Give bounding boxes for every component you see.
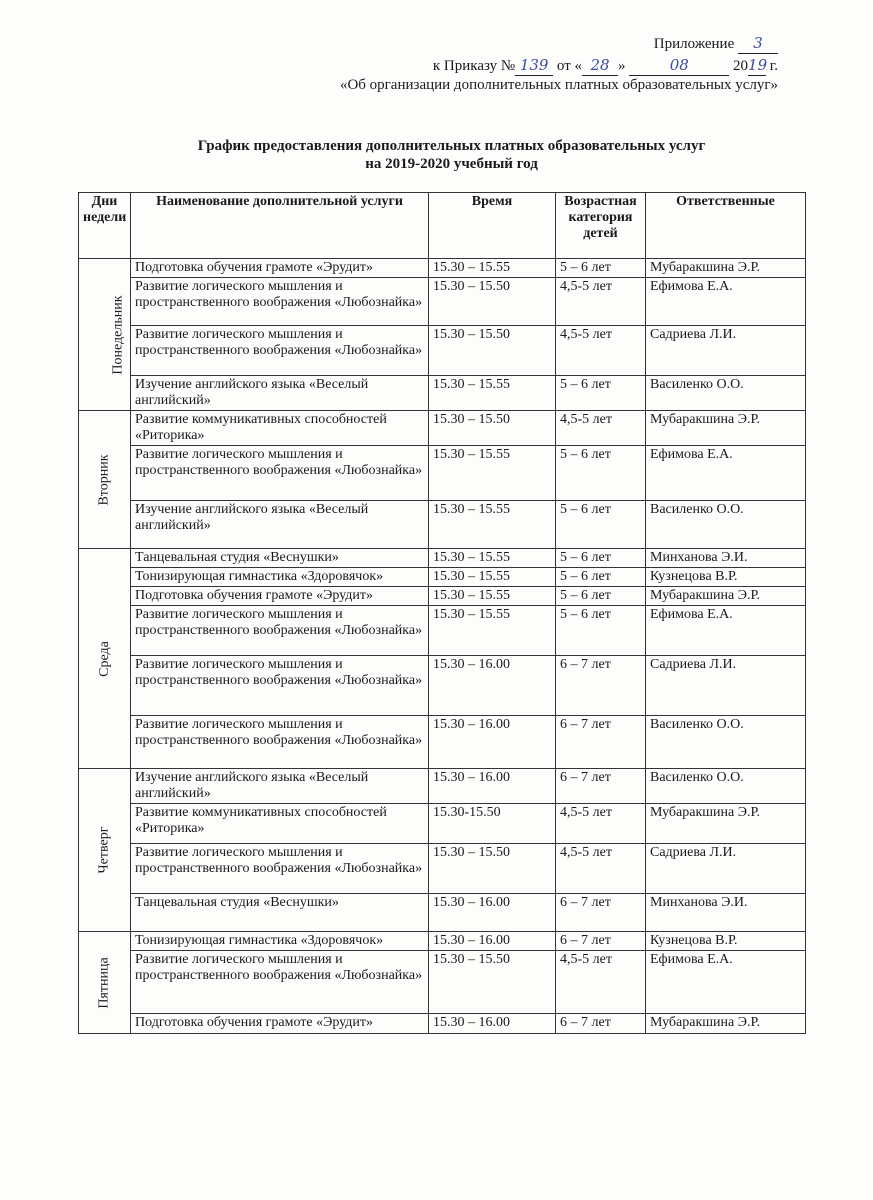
- table-row: [79, 804, 806, 844]
- table-row: [79, 769, 806, 804]
- order-title: «Об организации дополнительных платных образовательных услуг»: [339, 77, 778, 93]
- time-cell: 15.30 – 15.50: [429, 326, 556, 376]
- day-label: Пятница: [96, 956, 112, 1009]
- service-cell: Развитие логического мышления и пространственного воображения «Любознайка»: [131, 446, 429, 501]
- service-cell: Развитие логического мышления и пространственного воображения «Любознайка»: [131, 951, 429, 1014]
- order-month: 08: [629, 55, 729, 76]
- responsible-cell: Василенко О.О.: [646, 376, 806, 411]
- responsible-cell: Кузнецова В.Р.: [646, 568, 806, 587]
- service-cell: Развитие логического мышления и пространственного воображения «Любознайка»: [131, 716, 429, 769]
- responsible-cell: Ефимова Е.А.: [646, 446, 806, 501]
- time-cell: 15.30 – 16.00: [429, 716, 556, 769]
- table-row: [79, 587, 806, 606]
- day-cell: [79, 932, 131, 1034]
- table-row: [79, 259, 806, 278]
- col-days: Дни недели: [79, 193, 131, 259]
- age-cell: 4,5-5 лет: [556, 844, 646, 894]
- title-line-1: График предоставления дополнительных платных образовательных услуг: [197, 138, 706, 154]
- schedule-table: [78, 192, 806, 1034]
- service-cell: Развитие коммуникативных способностей «Риторика»: [131, 411, 429, 446]
- service-cell: Развитие логического мышления и пространственного воображения «Любознайка»: [131, 606, 429, 656]
- responsible-cell: Василенко О.О.: [646, 501, 806, 549]
- table-header: [79, 193, 806, 259]
- year-prefix: 20: [733, 58, 749, 74]
- age-cell: 6 – 7 лет: [556, 1014, 646, 1034]
- col-age: Возрастная категория детей: [556, 193, 646, 259]
- age-cell: 4,5-5 лет: [556, 326, 646, 376]
- table-row: [79, 656, 806, 716]
- table-row: [79, 844, 806, 894]
- responsible-cell: Минханова Э.И.: [646, 894, 806, 932]
- time-cell: 15.30 – 16.00: [429, 1014, 556, 1034]
- age-cell: 6 – 7 лет: [556, 656, 646, 716]
- age-cell: 5 – 6 лет: [556, 568, 646, 587]
- responsible-cell: Ефимова Е.А.: [646, 278, 806, 326]
- service-cell: Танцевальная студия «Веснушки»: [131, 549, 429, 568]
- service-cell: Танцевальная студия «Веснушки»: [131, 894, 429, 932]
- responsible-cell: Ефимова Е.А.: [646, 606, 806, 656]
- time-cell: 15.30 – 16.00: [429, 656, 556, 716]
- responsible-cell: Мубаракшина Э.Р.: [646, 804, 806, 844]
- age-cell: 6 – 7 лет: [556, 716, 646, 769]
- appendix-number: 3: [738, 33, 778, 54]
- age-cell: 6 – 7 лет: [556, 894, 646, 932]
- table-row: [79, 568, 806, 587]
- responsible-cell: Василенко О.О.: [646, 769, 806, 804]
- day-label: Понедельник: [110, 294, 126, 375]
- service-cell: Подготовка обучения грамоте «Эрудит»: [131, 1014, 429, 1034]
- time-cell: 15.30 – 15.55: [429, 259, 556, 278]
- table-row: [79, 951, 806, 1014]
- service-cell: Изучение английского языка «Веселый английский»: [131, 769, 429, 804]
- time-cell: 15.30 – 15.55: [429, 501, 556, 549]
- service-cell: Подготовка обучения грамоте «Эрудит»: [131, 587, 429, 606]
- from-label: от «: [556, 58, 583, 74]
- age-cell: 4,5-5 лет: [556, 951, 646, 1014]
- service-cell: Развитие логического мышления и пространственного воображения «Любознайка»: [131, 278, 429, 326]
- table-row: [79, 716, 806, 769]
- col-responsible: Ответственные: [646, 193, 806, 259]
- time-cell: 15.30 – 16.00: [429, 932, 556, 951]
- service-cell: Изучение английского языка «Веселый английский»: [131, 501, 429, 549]
- time-cell: 15.30-15.50: [429, 804, 556, 844]
- day-cell: [79, 769, 131, 932]
- day-cell: [79, 259, 131, 411]
- time-cell: 15.30 – 16.00: [429, 769, 556, 804]
- table-row: [79, 446, 806, 501]
- service-cell: Развитие логического мышления и пространственного воображения «Любознайка»: [131, 326, 429, 376]
- table-row: [79, 549, 806, 568]
- service-cell: Тонизирующая гимнастика «Здоровячок»: [131, 568, 429, 587]
- age-cell: 5 – 6 лет: [556, 606, 646, 656]
- service-cell: Изучение английского языка «Веселый английский»: [131, 376, 429, 411]
- close-quote: »: [618, 58, 626, 74]
- time-cell: 15.30 – 15.50: [429, 844, 556, 894]
- table-row: [79, 932, 806, 951]
- time-cell: 15.30 – 16.00: [429, 894, 556, 932]
- table-row: [79, 278, 806, 326]
- day-label: Вторник: [96, 453, 112, 506]
- table-row: [79, 411, 806, 446]
- time-cell: 15.30 – 15.55: [429, 568, 556, 587]
- age-cell: 5 – 6 лет: [556, 446, 646, 501]
- responsible-cell: Кузнецова В.Р.: [646, 932, 806, 951]
- time-cell: 15.30 – 15.55: [429, 446, 556, 501]
- service-cell: Тонизирующая гимнастика «Здоровячок»: [131, 932, 429, 951]
- responsible-cell: Мубаракшина Э.Р.: [646, 587, 806, 606]
- age-cell: 5 – 6 лет: [556, 501, 646, 549]
- order-prefix: к Приказу №: [432, 58, 516, 74]
- order-day: 28: [582, 55, 618, 76]
- order-number: 139: [515, 55, 553, 76]
- responsible-cell: Василенко О.О.: [646, 716, 806, 769]
- age-cell: 6 – 7 лет: [556, 769, 646, 804]
- time-cell: 15.30 – 15.55: [429, 376, 556, 411]
- responsible-cell: Минханова Э.И.: [646, 549, 806, 568]
- day-label: Четверг: [96, 826, 112, 874]
- time-cell: 15.30 – 15.55: [429, 587, 556, 606]
- table-row: [79, 376, 806, 411]
- table-row: [79, 326, 806, 376]
- age-cell: 5 – 6 лет: [556, 376, 646, 411]
- age-cell: 5 – 6 лет: [556, 549, 646, 568]
- responsible-cell: Садриева Л.И.: [646, 656, 806, 716]
- time-cell: 15.30 – 15.50: [429, 411, 556, 446]
- age-cell: 5 – 6 лет: [556, 587, 646, 606]
- time-cell: 15.30 – 15.55: [429, 549, 556, 568]
- day-label: Среда: [96, 640, 112, 677]
- time-cell: 15.30 – 15.50: [429, 278, 556, 326]
- responsible-cell: Мубаракшина Э.Р.: [646, 259, 806, 278]
- day-cell: [79, 411, 131, 549]
- service-cell: Развитие коммуникативных способностей «Риторика»: [131, 804, 429, 844]
- responsible-cell: Мубаракшина Э.Р.: [646, 411, 806, 446]
- service-cell: Развитие логического мышления и пространственного воображения «Любознайка»: [131, 656, 429, 716]
- order-line: [433, 55, 778, 76]
- table-row: [79, 501, 806, 549]
- year-suffix: 19: [748, 56, 768, 74]
- appendix-label: Приложение: [653, 36, 735, 52]
- col-service: Наименование дополнительной услуги: [131, 193, 429, 259]
- table-row: [79, 1014, 806, 1034]
- responsible-cell: Садриева Л.И.: [646, 844, 806, 894]
- age-cell: 5 – 6 лет: [556, 259, 646, 278]
- appendix-line: [654, 33, 778, 54]
- age-cell: 6 – 7 лет: [556, 932, 646, 951]
- age-cell: 4,5-5 лет: [556, 411, 646, 446]
- responsible-cell: Ефимова Е.А.: [646, 951, 806, 1014]
- title-line-2: на 2019-2020 учебный год: [365, 156, 538, 172]
- responsible-cell: Мубаракшина Э.Р.: [646, 1014, 806, 1034]
- time-cell: 15.30 – 15.55: [429, 606, 556, 656]
- col-time: Время: [429, 193, 556, 259]
- table-row: [79, 606, 806, 656]
- age-cell: 4,5-5 лет: [556, 278, 646, 326]
- responsible-cell: Садриева Л.И.: [646, 326, 806, 376]
- age-cell: 4,5-5 лет: [556, 804, 646, 844]
- day-cell: [79, 549, 131, 769]
- time-cell: 15.30 – 15.50: [429, 951, 556, 1014]
- year-end: г.: [769, 58, 778, 74]
- service-cell: Подготовка обучения грамоте «Эрудит»: [131, 259, 429, 278]
- table-row: [79, 894, 806, 932]
- document-title: [0, 137, 873, 173]
- service-cell: Развитие логического мышления и пространственного воображения «Любознайка»: [131, 844, 429, 894]
